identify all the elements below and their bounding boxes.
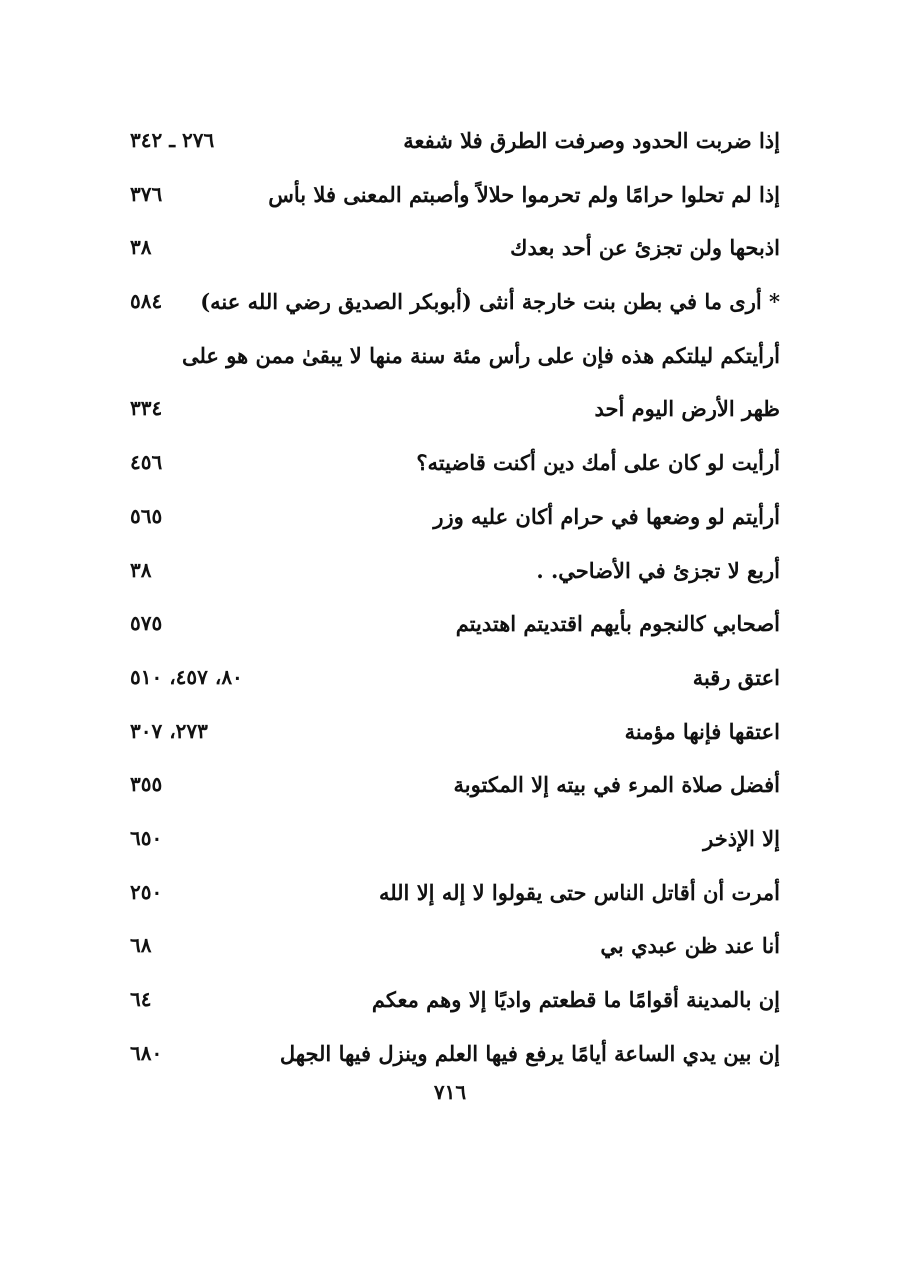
index-entry	[130, 651, 780, 705]
index-entry	[130, 490, 780, 544]
entry-page-refs: ٦٥٠	[130, 825, 163, 850]
index-entry	[130, 221, 780, 275]
entry-text: أرأيت لو كان على أمك دين أكنت قاضيته؟	[416, 450, 780, 476]
entry-text: إن بالمدينة أقوامًا ما قطعتم واديًا إلا وهم معكم	[371, 987, 780, 1012]
entry-text: إلا الإذخر	[703, 825, 780, 851]
index-entry	[130, 329, 780, 383]
entry-page-refs: ٦٨	[130, 933, 152, 958]
entry-page-refs: ٣٨	[130, 235, 152, 260]
entry-text: * أرى ما في بطن بنت خارجة أنثى (أبوبكر الصديق رضي الله عنه)	[200, 289, 780, 315]
entry-page-refs: ٣٧٦	[130, 181, 163, 206]
hadith-index-list	[130, 114, 780, 1080]
index-entry	[130, 1027, 780, 1081]
entry-text: أفضل صلاة المرء في بيته إلا المكتوبة	[453, 772, 780, 798]
entry-page-refs: ٢٧٦ ـ ٣٤٢	[130, 128, 215, 152]
entry-page-refs: ٦٤	[130, 987, 152, 1011]
entry-text: أنا عند ظن عبدي بي	[600, 933, 780, 959]
index-entry	[130, 114, 780, 168]
entry-page-refs: ٦٨٠	[130, 1040, 163, 1065]
entry-page-refs: ٥٧٥	[130, 611, 163, 636]
index-entry	[130, 973, 780, 1027]
entry-text: أمرت أن أقاتل الناس حتى يقولوا لا إله إلا الله	[378, 879, 780, 905]
entry-text: أصحابي كالنجوم بأيهم اقتديتم اهتديتم	[455, 611, 780, 637]
entry-text: أربع لا تجزئ في الأضاحي. .	[536, 557, 780, 583]
index-entry	[130, 919, 780, 973]
entry-page-refs: ٨٠، ٤٥٧، ٥١٠	[130, 664, 243, 689]
entry-page-refs: ٢٧٣، ٣٠٧	[130, 718, 208, 743]
index-entry	[130, 168, 780, 222]
entry-text: إذا لم تحلوا حرامًا ولم تحرموا حلالاً وأصبتم المعنى فلا بأس	[268, 181, 780, 207]
entry-text: أرأيتكم ليلتكم هذه فإن على رأس مئة سنة منها لا يبقىٰ ممن هو على	[181, 342, 780, 368]
entry-page-refs: ٥٨٤	[130, 289, 163, 314]
index-entry	[130, 866, 780, 920]
index-entry	[130, 436, 780, 490]
entry-page-refs: ٣٥٥	[130, 772, 163, 797]
entry-text: ظهر الأرض اليوم أحد	[594, 396, 780, 422]
page-number: ٧١٦	[433, 1080, 467, 1104]
entry-page-refs: ٤٥٦	[130, 450, 163, 475]
index-entry	[130, 544, 780, 598]
entry-text: اعتقها فإنها مؤمنة	[624, 718, 780, 744]
entry-page-refs: ٥٦٥	[130, 503, 163, 528]
entry-text: إن بين يدي الساعة أيامًا يرفع فيها العلم وينزل فيها الجهل	[279, 1040, 780, 1066]
index-entry	[130, 812, 780, 866]
index-entry	[130, 275, 780, 329]
entry-page-refs: ٢٥٠	[130, 879, 163, 904]
entry-text: أرأيتم لو وضعها في حرام أكان عليه وزر	[433, 503, 780, 529]
entry-text: اذبحها ولن تجزئ عن أحد بعدك	[510, 235, 780, 261]
entry-text: اعتق رقبة	[692, 664, 780, 690]
entry-page-refs: ٣٨	[130, 557, 152, 582]
index-entry	[130, 705, 780, 759]
index-entry	[130, 597, 780, 651]
entry-page-refs: ٣٣٤	[130, 396, 163, 421]
index-entry	[130, 758, 780, 812]
index-entry	[130, 382, 780, 436]
entry-text: إذا ضربت الحدود وصرفت الطرق فلا شفعة	[403, 128, 780, 153]
